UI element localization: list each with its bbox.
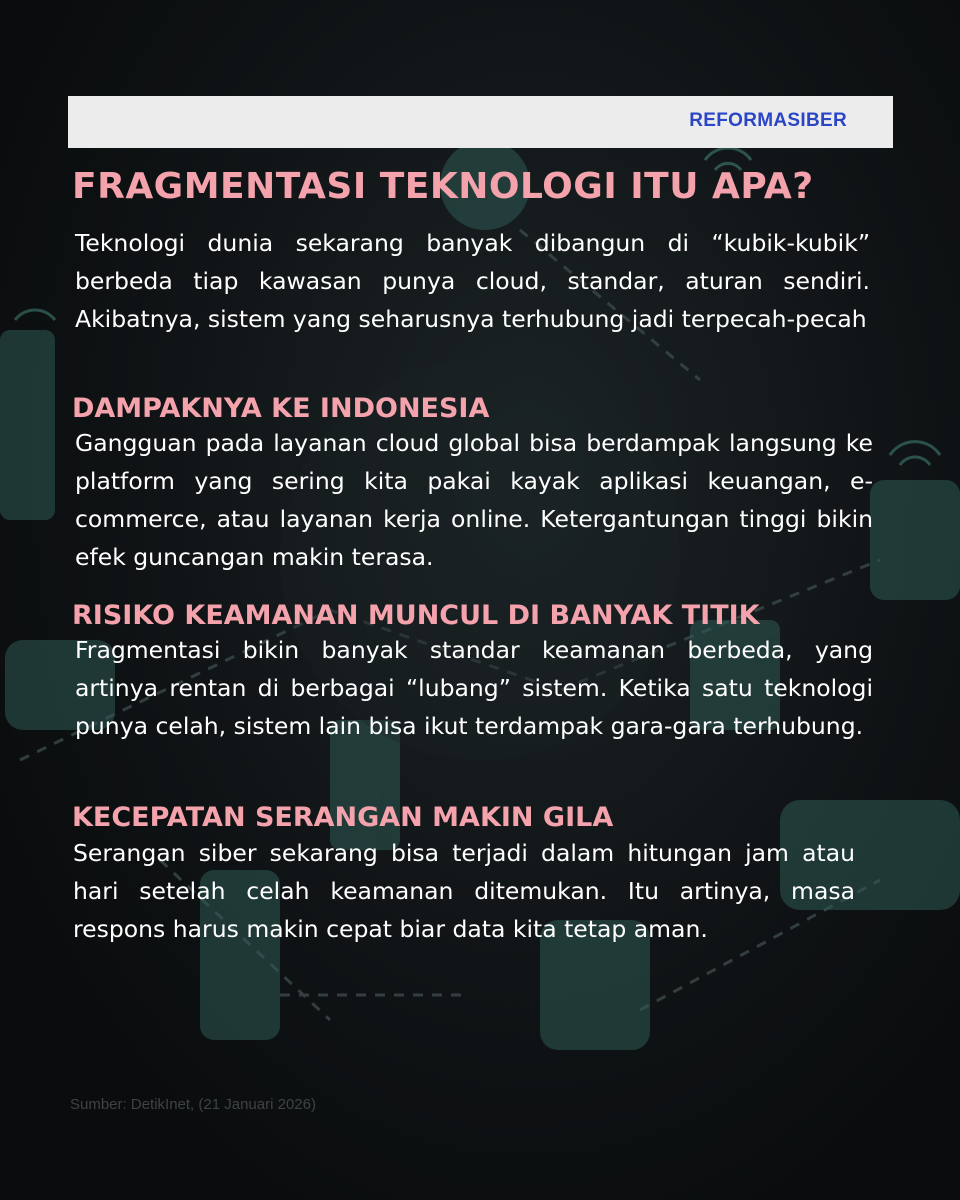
section-heading-kecepatan: KECEPATAN SERANGAN MAKIN GILA — [72, 802, 614, 833]
section-body-dampak: Gangguan pada layanan cloud global bisa berdampak langsung ke platform yang sering kita pakai kayak aplikasi keuangan, e-commerce, atau layanan kerja online. Ketergantungan tinggi bikin efek guncangan makin terasa. — [75, 429, 873, 571]
section-body-risiko: Fragmentasi bikin banyak standar keamanan berbeda, yang artinya rentan di berbagai “lubang” sistem. Ketika satu teknologi punya celah, sistem lain bisa ikut terdampak gara-gara terhubung. — [75, 636, 873, 740]
section-body-kecepatan: Serangan siber sekarang bisa terjadi dalam hitungan jam atau hari setelah celah keamanan ditemukan. Itu artinya, masa respons harus makin cepat biar data kita tetap aman. — [73, 839, 855, 943]
intro-paragraph: Teknologi dunia sekarang banyak dibangun di “kubik-kubik” berbeda tiap kawasan punya cloud, standar, aturan sendiri. Akibatnya, sistem yang seharusnya terhubung jadi terpecah-pecah — [75, 229, 870, 333]
brand-label: REFORMASIBER — [689, 110, 847, 131]
source-citation: Sumber: DetikInet, (21 Januari 2026) — [70, 1096, 316, 1113]
header-bar — [68, 96, 893, 148]
section-heading-dampak: DAMPAKNYA KE INDONESIA — [72, 393, 490, 424]
wifi-icon — [890, 442, 940, 455]
section-heading-risiko: RISIKO KEAMANAN MUNCUL DI BANYAK TITIK — [72, 600, 760, 631]
camera-device-icon — [870, 480, 960, 600]
phone-device-icon — [0, 330, 55, 520]
page-title: FRAGMENTASI TEKNOLOGI ITU APA? — [72, 166, 814, 207]
